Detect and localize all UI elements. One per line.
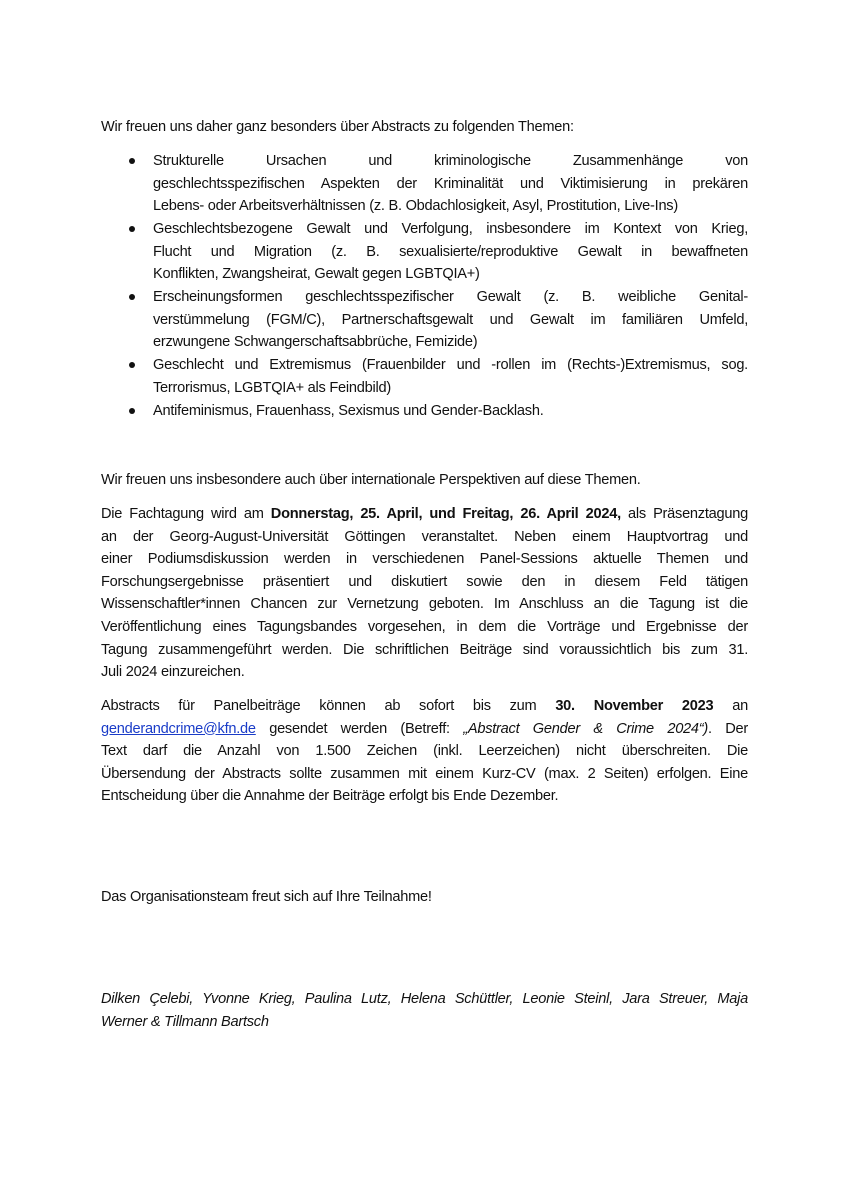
bullet-item bbox=[153, 150, 748, 218]
text-line bbox=[153, 241, 748, 264]
text-line bbox=[153, 150, 748, 173]
text-segment: Veröffentlichung eines Tagungsbandes vorgesehen, in dem die Vorträge und Ergebnisse der bbox=[101, 618, 748, 635]
intro-paragraph bbox=[101, 116, 748, 139]
text-line bbox=[153, 173, 748, 196]
text-segment: Antifeminismus, Frauenhass, Sexismus und Gender-Backlash. bbox=[153, 403, 544, 419]
text-segment: Text darf die Anzahl von 1.500 Zeichen (inkl. Leerzeichen) nicht überschreiten. Die bbox=[101, 743, 748, 760]
text-line bbox=[101, 661, 748, 684]
text-segment: Dilken Çelebi, Yvonne Krieg, Paulina Lutz, Helena Schüttler, Leonie Steinl, Jara Streuer, Maja bbox=[101, 991, 748, 1007]
text-segment: . Der bbox=[708, 720, 748, 737]
text-line bbox=[101, 1011, 748, 1034]
text-segment: geschlechtsspezifischen Aspekten der Kriminalität und Viktimisierung in prekären bbox=[153, 175, 748, 192]
text-line bbox=[101, 763, 748, 786]
text-line bbox=[101, 695, 748, 718]
text-line bbox=[153, 286, 748, 309]
text-line bbox=[101, 740, 748, 763]
bullet-icon bbox=[129, 408, 135, 414]
bullet-item bbox=[153, 218, 748, 286]
text-segment: Entscheidung über die Annahme der Beiträge erfolgt bis Ende Dezember. bbox=[101, 788, 559, 805]
text-segment: Geschlechtsbezogene Gewalt und Verfolgung, insbesondere im Kontext von Krieg, bbox=[153, 221, 748, 237]
bullet-item bbox=[153, 354, 748, 399]
text-line bbox=[153, 400, 748, 423]
text-line bbox=[153, 331, 748, 354]
international-paragraph bbox=[101, 469, 748, 492]
text-segment: an der Georg-August-Universität Göttingen veranstaltet. Neben einem Hauptvortrag und bbox=[101, 528, 748, 545]
text-segment: als Präsenztagung bbox=[620, 506, 748, 522]
text-line bbox=[153, 377, 748, 400]
text-line bbox=[101, 116, 748, 139]
text-line bbox=[101, 571, 748, 594]
text-line bbox=[101, 616, 748, 639]
bullet-item bbox=[153, 286, 748, 354]
text-line bbox=[153, 263, 748, 286]
text-segment: Erscheinungsformen geschlechtsspezifischer Gewalt (z. B. weibliche Genital- bbox=[153, 289, 748, 305]
text-segment: Übersendung der Abstracts sollte zusammen mit einem Kurz-CV (max. 2 Seiten) erfolgen. Eine bbox=[101, 765, 748, 782]
bullet-icon bbox=[129, 294, 135, 300]
text-line bbox=[101, 503, 748, 526]
text-segment: Geschlecht und Extremismus (Frauenbilder und -rollen im (Rechts-)Extremismus, sog. bbox=[153, 357, 748, 373]
abstracts-paragraph bbox=[101, 695, 748, 808]
text-segment: „Abstract Gender & Crime 2024“) bbox=[463, 720, 709, 737]
text-segment: gesendet werden (Betreff: bbox=[255, 720, 464, 737]
text-line bbox=[101, 718, 748, 741]
text-line bbox=[101, 469, 748, 492]
text-line bbox=[153, 354, 748, 377]
text-segment: Die Fachtagung wird am bbox=[101, 506, 271, 522]
text-line bbox=[101, 988, 748, 1011]
text-segment: Abstracts für Panelbeiträge können ab sofort bis zum bbox=[101, 698, 556, 714]
text-segment: verstümmelung (FGM/C), Partnerschaftsgewalt und Gewalt im familiären Umfeld, bbox=[153, 311, 748, 328]
text-segment: erzwungene Schwangerschaftsabbrüche, Femizide) bbox=[153, 334, 478, 351]
text-segment: 30. November 2023 bbox=[555, 698, 714, 714]
conference-paragraph bbox=[101, 503, 748, 684]
bullet-item bbox=[153, 400, 748, 423]
text-segment: Wir freuen uns daher ganz besonders über Abstracts zu folgenden Themen: bbox=[101, 119, 574, 135]
text-segment: Donnerstag, 25. April, und Freitag, 26. April 2024, bbox=[270, 506, 621, 522]
text-segment: Flucht und Migration (z. B. sexualisierte/reproduktive Gewalt in bewaffneten bbox=[153, 243, 748, 260]
text-segment: Das Organisationsteam freut sich auf Ihre Teilnahme! bbox=[101, 889, 432, 905]
bullet-icon bbox=[129, 362, 135, 368]
text-segment: Wissenschaftler*innen Chancen zur Vernetzung geboten. Im Anschluss an die Tagung ist die bbox=[101, 596, 748, 613]
text-segment: Juli 2024 einzureichen. bbox=[101, 664, 245, 681]
text-segment: Wir freuen uns insbesondere auch über internationale Perspektiven auf diese Themen. bbox=[101, 472, 641, 488]
text-segment: Strukturelle Ursachen und kriminologische Zusammenhänge von bbox=[153, 153, 748, 169]
email-link[interactable]: genderandcrime@kfn.de bbox=[101, 720, 256, 737]
organizers-signature bbox=[101, 988, 748, 1033]
bullet-icon bbox=[129, 226, 135, 232]
text-segment: Terrorismus, LGBTQIA+ als Feindbild) bbox=[153, 379, 391, 396]
text-line bbox=[101, 548, 748, 571]
bullet-icon bbox=[129, 158, 135, 164]
text-line bbox=[101, 526, 748, 549]
text-segment: Konflikten, Zwangsheirat, Gewalt gegen LGBTQIA+) bbox=[153, 266, 480, 283]
text-segment: Forschungsergebnisse präsentiert und diskutiert sowie den in diesem Feld tätigen bbox=[101, 573, 748, 590]
text-segment: an bbox=[713, 698, 748, 714]
text-line bbox=[101, 785, 748, 808]
text-segment: Lebens- oder Arbeitsverhältnissen (z. B. Obdachlosigkeit, Asyl, Prostitution, Live-Ins) bbox=[153, 198, 678, 215]
text-line bbox=[101, 639, 748, 662]
text-segment: Tagung zusammengeführt werden. Die schriftlichen Beiträge sind voraussichtlich bis zum 31. bbox=[101, 641, 748, 658]
closing-line bbox=[101, 886, 748, 909]
text-line bbox=[101, 593, 748, 616]
text-line bbox=[153, 309, 748, 332]
text-segment: Werner & Tillmann Bartsch bbox=[101, 1013, 269, 1030]
text-line bbox=[153, 195, 748, 218]
text-line bbox=[153, 218, 748, 241]
text-segment: einer Podiumsdiskussion werden in verschiedenen Panel-Sessions aktuelle Themen und bbox=[101, 551, 748, 568]
text-line bbox=[101, 886, 748, 909]
